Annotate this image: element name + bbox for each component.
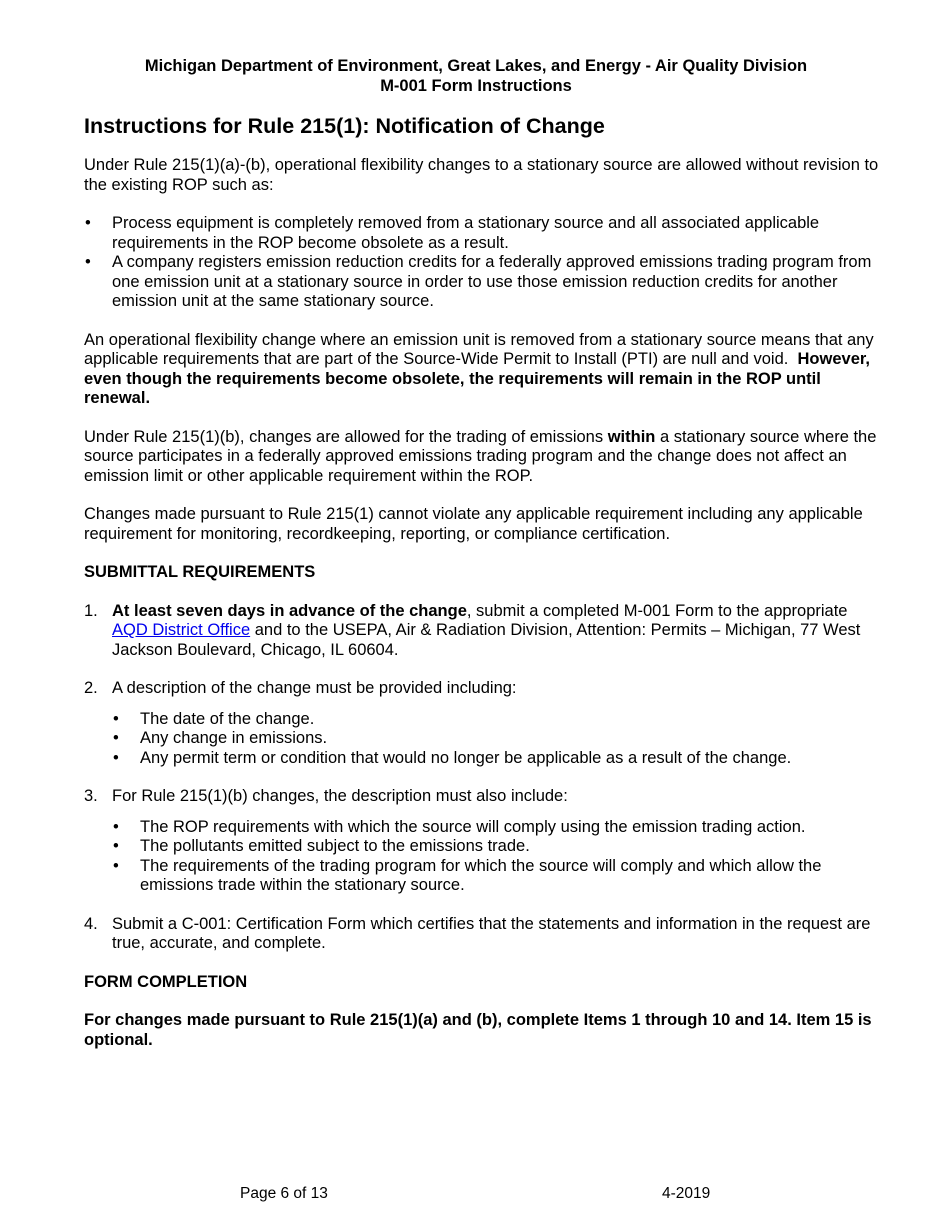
list-item: • A company registers emission reduction credits for a federally approved emissions trading program from one emission unit at a stationary source in order to use those emission reduction credits for another emission unit at the same stationary source. bbox=[84, 253, 884, 312]
submittal-item-4 bbox=[84, 915, 884, 954]
header-agency: Michigan Department of Environment, Great Lakes, and Energy - Air Quality Division bbox=[144, 57, 808, 75]
form-completion-text: For changes made pursuant to Rule 215(1)(a) and (b), complete Items 1 through 10 and 14. Item 15 is optional. bbox=[84, 1011, 872, 1049]
item-number: 2. bbox=[84, 679, 98, 697]
item-number: 3. bbox=[84, 787, 98, 805]
list-item: • Any permit term or condition that would no longer be applicable as a result of the change. bbox=[112, 749, 884, 769]
intro-bullet-list bbox=[84, 214, 884, 312]
removal-text: An operational flexibility change where an emission unit is removed from a stationary source means that any applicable requirements that are part of the Source-Wide Permit to Install (PTI) are null and void. bbox=[84, 330, 874, 368]
sub-bullet-list bbox=[112, 710, 884, 769]
list-item: • Any change in emissions. bbox=[112, 729, 884, 749]
trading-text-after: a stationary source where the source participates in a federally approved emissions trading program and the change does not affect an emission limit or other applicable requirement within the ROP. bbox=[84, 427, 877, 485]
list-item: • The pollutants emitted subject to the emissions trade. bbox=[112, 837, 884, 857]
sub-bullet-list bbox=[112, 818, 884, 896]
item-number: 1. bbox=[84, 601, 98, 620]
item-number: 4. bbox=[84, 914, 98, 933]
item-text: Submit a C-001: Certification Form which certifies that the statements and information in the request are true, accurate, and complete. bbox=[112, 914, 871, 952]
trading-paragraph bbox=[84, 428, 884, 487]
item-text: A description of the change must be provided including: bbox=[112, 679, 517, 697]
list-item: • The date of the change. bbox=[112, 710, 884, 730]
submittal-item-2 bbox=[84, 679, 884, 768]
list-item: • The requirements of the trading program for which the source will comply and which allow the emissions trade within the stationary source. bbox=[112, 857, 884, 896]
trading-text-before: Under Rule 215(1)(b), changes are allowed for the trading of emissions bbox=[84, 427, 604, 446]
list-item: • The ROP requirements with which the source will comply using the emission trading action. bbox=[112, 818, 884, 838]
submittal-item-3 bbox=[84, 787, 884, 896]
intro-paragraph: Under Rule 215(1)(a)-(b), operational flexibility changes to a stationary source are allowed without revision to the existing ROP such as: bbox=[84, 156, 879, 194]
item-text: and to the USEPA, Air & Radiation Division, Attention: Permits – Michigan, 77 West Jackson Boulevard, Chicago, IL 60604. bbox=[112, 621, 861, 659]
revision-date: 4-2019 bbox=[662, 1185, 711, 1202]
item-text: For Rule 215(1)(b) changes, the description must also include: bbox=[112, 787, 568, 805]
removal-paragraph bbox=[84, 331, 884, 409]
submittal-item-1 bbox=[84, 602, 884, 661]
item-bold-text: At least seven days in advance of the change bbox=[112, 601, 467, 620]
header-form-name: M-001 Form Instructions bbox=[380, 77, 572, 95]
list-item: • Process equipment is completely removed from a stationary source and all associated applicable requirements in the ROP become obsolete as a result. bbox=[84, 214, 884, 253]
document-page bbox=[84, 56, 884, 1050]
removal-bold-text: However, even though the requirements become obsolete, the requirements will remain in the ROP until renewal. bbox=[84, 350, 870, 407]
trading-bold-word: within bbox=[607, 427, 656, 446]
violation-paragraph: Changes made pursuant to Rule 215(1) cannot violate any applicable requirement including any applicable requirement for monitoring, recordkeeping, reporting, or compliance certification. bbox=[84, 505, 863, 543]
aqd-district-office-link[interactable]: AQD District Office bbox=[112, 621, 251, 639]
form-completion-heading: FORM COMPLETION bbox=[84, 972, 248, 991]
page-title: Instructions for Rule 215(1): Notification of Change bbox=[84, 114, 605, 138]
submittal-list bbox=[84, 602, 884, 954]
item-text: , submit a completed M-001 Form to the appropriate bbox=[466, 601, 848, 620]
document-header bbox=[68, 56, 884, 96]
submittal-heading: SUBMITTAL REQUIREMENTS bbox=[84, 563, 316, 581]
page-number: Page 6 of 13 bbox=[240, 1185, 328, 1202]
